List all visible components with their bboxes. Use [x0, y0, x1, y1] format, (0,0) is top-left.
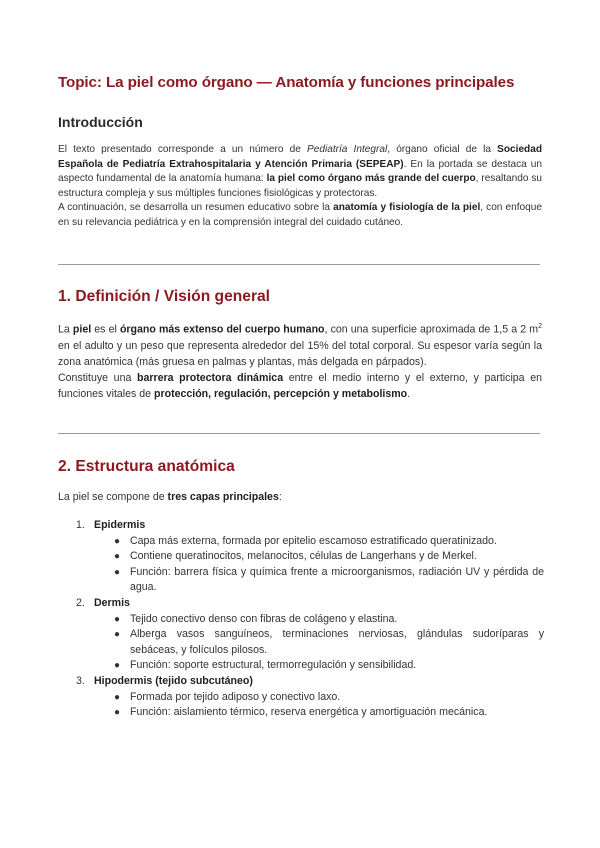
layer-title: Epidermis [94, 519, 146, 531]
intro-paragraph-2: A continuación, se desarrolla un resumen educativo sobre la anatomía y fisiología de la piel, con enfoque en su relevancia pediátrica y en la comprensión integral del cuidado cutáneo. [58, 202, 542, 228]
section-2-intro: La piel se compone de tres capas principales: [58, 491, 282, 503]
bullet-item: ● Alberga vasos sanguíneos, terminaciones nerviosas, glándulas sudoríparas y sebáceas, y folículos pilosos. [114, 628, 544, 656]
bullet-icon: ● [114, 707, 121, 719]
bullet-item: ● Función: barrera física y química frente a microorganismos, radiación UV y pérdida de agua. [114, 565, 544, 594]
list-number: 2. [76, 596, 85, 609]
bullet-item: ● Formada por tejido adiposo y conectivo laxo. [58, 690, 544, 706]
bullet-icon: ● [114, 613, 121, 625]
layers-list [58, 518, 544, 721]
section-1-body [58, 319, 542, 403]
section-1-paragraph-1: La piel es el órgano más extenso del cuerpo humano, con una superficie aproximada de 1,5 a 2 $m^2$ en el adulto y un peso que representa alrededor del 15% del total corporal. Su espesor varía según la zona anatómica (más gruesa en palmas y plantas, más delgada en párpados). [58, 323, 542, 368]
list-item-hipodermis [58, 674, 544, 690]
bullet-icon: ● [114, 629, 121, 641]
term-piel: piel [72, 323, 92, 336]
topic-title: Topic: La piel como órgano — Anatomía y funciones principales [58, 74, 515, 91]
section-1-paragraph-2: Constituye una barrera protectora dinámica entre el medio interno y el externo, y participa en funciones vitales de protección, regulación, percepción y metabolismo. [58, 372, 542, 401]
intro-highlight: la piel como órgano más grande del cuerpo [266, 173, 476, 185]
bullet-item: ● Capa más externa, formada por epitelio escamoso estratificado queratinizado. [58, 534, 544, 550]
term-organo: órgano más extenso del cuerpo humano [119, 323, 325, 336]
intro-paragraph-1: El texto presentado corresponde a un número de Pediatría Integral, órgano oficial de la Sociedad Española de Pediatría Extrahospitalaria y Atención Primaria (SEPEAP). En la portada se destaca un aspecto fundamental de la anatomía humana: la piel como órgano más grande del cuerpo, resaltando su estructura compleja y sus múltiples funciones fisiológicas y protectoras. [58, 144, 542, 199]
bullet-icon: ● [114, 691, 121, 703]
divider-2 [58, 433, 540, 434]
bullet-icon: ● [114, 551, 121, 563]
bullet-item: ● Función: aislamiento térmico, reserva energética y amortiguación mecánica. [58, 705, 544, 721]
list-number: 1. [76, 519, 85, 531]
divider-1 [58, 264, 540, 265]
bullet-icon: ● [114, 566, 121, 578]
society-name: Sociedad Española de Pediatría Extrahospitalaria y Atención Primaria (SEPEAP) [58, 144, 542, 170]
bullet-icon: ● [114, 660, 121, 672]
layer-title: Dermis [94, 596, 130, 609]
layer-title: Hipodermis (tejido subcutáneo) [94, 674, 253, 687]
list-number: 3. [76, 674, 85, 687]
term-barrera: barrera protectora dinámica [137, 372, 284, 385]
intro-heading: Introducción [58, 114, 143, 130]
term-funciones: protección, regulación, percepción y metabolismo [154, 388, 408, 401]
list-item-dermis [58, 596, 544, 612]
section-2-heading: 2. Estructura anatómica [58, 458, 235, 475]
list-item-epidermis [58, 518, 544, 534]
bullet-item: ● Tejido conectivo denso con fibras de colágeno y elastina. [58, 612, 544, 628]
bullet-item: ● Contiene queratinocitos, melanocitos, células de Langerhans y de Merkel. [58, 549, 544, 565]
intro-highlight-2: anatomía y fisiología de la piel [333, 202, 481, 214]
journal-name: Pediatría Integral [307, 144, 388, 155]
intro-body [58, 143, 542, 231]
bullet-icon: ● [114, 535, 121, 547]
section-1-heading: 1. Definición / Visión general [58, 288, 271, 305]
term-tres-capas: tres capas principales [167, 491, 279, 503]
superscript-2: 2 [538, 323, 542, 330]
bullet-item: ● Función: soporte estructural, termorregulación y sensibilidad. [58, 658, 544, 674]
